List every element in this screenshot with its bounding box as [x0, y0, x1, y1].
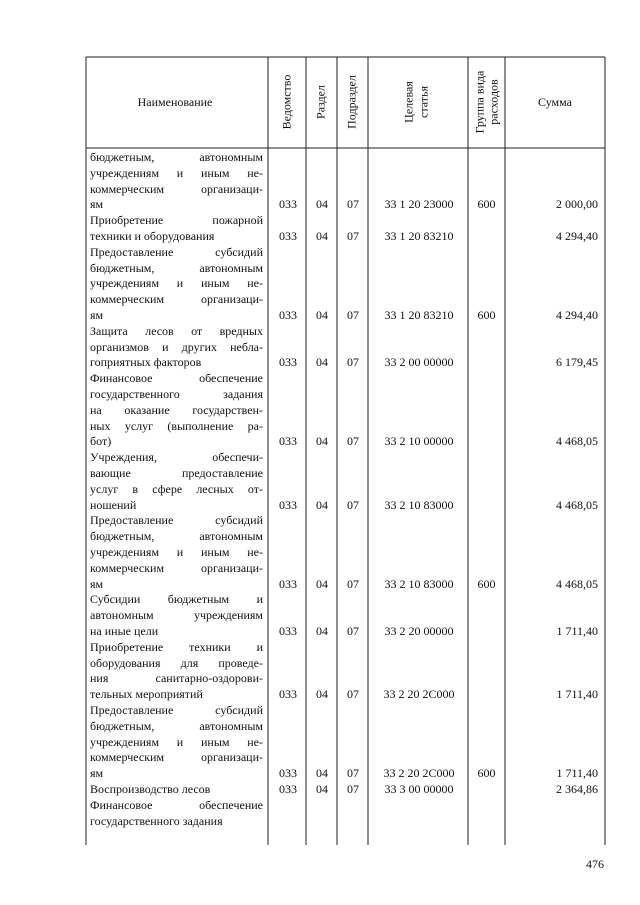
table-row	[0, 782, 640, 798]
table-row	[0, 213, 640, 245]
row-razdel: 04	[316, 576, 328, 591]
row-vedomstvo: 033	[279, 434, 297, 449]
row-name	[90, 640, 263, 703]
row-vedomstvo: 033	[279, 307, 297, 322]
row-name-line: бюджетным, автономным	[90, 718, 263, 733]
row-name-line: Предоставление субсидий	[90, 703, 263, 717]
row-name-line: тельных мероприятий	[90, 687, 203, 702]
table-row	[0, 150, 640, 213]
header-vedomstvo: Ведомство	[279, 74, 294, 130]
row-name	[90, 324, 263, 371]
row-name-line: ношений	[90, 497, 137, 512]
row-razdel: 04	[316, 434, 328, 449]
row-podrazdel: 07	[347, 197, 359, 212]
header-summa: Сумма	[538, 95, 572, 109]
row-razdel: 04	[316, 782, 328, 796]
row-razdel: 04	[316, 687, 328, 702]
header-podrazdel: Подраздел	[344, 75, 359, 129]
row-vedomstvo: 033	[279, 576, 297, 591]
row-name	[90, 213, 263, 245]
row-tselevaya-statya: 33 1 20 83210	[384, 307, 454, 322]
row-name-line: Субсидии бюджетным и	[90, 592, 263, 607]
row-tselevaya-statya: 33 2 20 2С000	[383, 687, 455, 702]
row-gruppa-rashodov: 600	[477, 576, 496, 591]
row-podrazdel: 07	[347, 687, 359, 702]
row-name-line: ям	[90, 766, 104, 781]
row-vedomstvo: 033	[279, 497, 297, 512]
row-summa: 4 294,40	[556, 307, 598, 322]
row-name-line: коммерческим организаци-	[90, 750, 263, 765]
row-podrazdel: 07	[347, 623, 359, 638]
row-name-line: ния санитарно-оздорови-	[90, 671, 263, 686]
header-gruppa-line2: расходов	[486, 79, 501, 125]
table-row	[0, 513, 640, 592]
table-row	[0, 450, 640, 513]
row-name-line: бюджетным, автономным	[90, 150, 263, 164]
row-razdel: 04	[316, 766, 328, 781]
row-name-line: бот)	[90, 434, 112, 449]
table-row	[0, 592, 640, 639]
row-podrazdel: 07	[347, 228, 359, 243]
row-razdel: 04	[316, 497, 328, 512]
table-row	[0, 324, 640, 371]
row-vedomstvo: 033	[279, 782, 297, 796]
row-summa: 1 711,40	[556, 766, 598, 781]
row-podrazdel: 07	[347, 497, 359, 512]
row-gruppa-rashodov: 600	[477, 197, 496, 212]
row-name	[90, 245, 263, 324]
row-name-line: учреждениям и иным не-	[90, 734, 263, 749]
table-row	[0, 798, 640, 830]
row-name	[90, 592, 263, 639]
row-podrazdel: 07	[347, 782, 359, 796]
row-name-line: автономным учреждениям	[90, 608, 263, 623]
row-tselevaya-statya: 33 1 20 83210	[384, 228, 454, 243]
row-name-line: учреждениям и иным не-	[90, 276, 263, 291]
table-row	[0, 640, 640, 703]
row-name-line: ных услуг (выполнение ра-	[90, 418, 263, 433]
row-razdel: 04	[316, 355, 328, 370]
row-name	[90, 782, 263, 798]
row-name-line: бюджетным, автономным	[90, 260, 263, 275]
row-name	[90, 450, 263, 513]
row-name-line: техники и оборудования	[90, 228, 215, 243]
row-summa: 4 294,40	[556, 228, 598, 243]
row-name-line: Воспроизводство лесов	[90, 782, 211, 796]
row-summa: 6 179,45	[556, 355, 598, 370]
row-podrazdel: 07	[347, 766, 359, 781]
row-name-line: учреждениям и иным не-	[90, 544, 263, 559]
row-name	[90, 798, 263, 830]
row-name-line: оборудования для проведе-	[90, 655, 263, 670]
row-name-line: учреждениям и иным не-	[90, 165, 263, 180]
row-tselevaya-statya: 33 1 20 23000	[384, 197, 454, 212]
row-name-line: гоприятных факторов	[90, 355, 202, 370]
row-vedomstvo: 033	[279, 766, 297, 781]
row-name	[90, 513, 263, 592]
row-razdel: 04	[316, 197, 328, 212]
row-summa: 1 711,40	[556, 623, 598, 638]
row-razdel: 04	[316, 228, 328, 243]
row-name-line: коммерческим организаци-	[90, 560, 263, 575]
row-tselevaya-statya: 33 2 20 00000	[384, 623, 454, 638]
row-name-line: Защита лесов от вредных	[90, 323, 263, 338]
row-name-line: коммерческим организаци-	[90, 292, 263, 307]
row-name-line: на оказание государствен-	[90, 402, 263, 417]
row-name-line: Финансовое обеспечение	[90, 371, 263, 386]
row-tselevaya-statya: 33 2 10 83000	[384, 497, 454, 512]
row-gruppa-rashodov: 600	[477, 307, 496, 322]
row-vedomstvo: 033	[279, 687, 297, 702]
row-summa: 4 468,05	[556, 434, 598, 449]
row-name-line: Предоставление субсидий	[90, 513, 263, 528]
row-summa: 1 711,40	[556, 687, 598, 702]
row-name-line: Приобретение пожарной	[90, 213, 263, 228]
row-name-line: Финансовое обеспечение	[90, 797, 263, 812]
row-vedomstvo: 033	[279, 228, 297, 243]
row-tselevaya-statya: 33 2 00 00000	[384, 355, 454, 370]
row-podrazdel: 07	[347, 576, 359, 591]
row-name-line: Предоставление субсидий	[90, 244, 263, 259]
row-razdel: 04	[316, 623, 328, 638]
header-razdel: Раздел	[313, 85, 328, 119]
row-summa: 2 364,86	[556, 782, 598, 796]
row-vedomstvo: 033	[279, 623, 297, 638]
row-name-line: коммерческим организаци-	[90, 181, 263, 196]
row-name-line: вающие предоставление	[90, 465, 263, 480]
row-tselevaya-statya: 33 2 20 2С000	[383, 766, 455, 781]
header-gruppa-line1: Группа вида	[472, 70, 487, 134]
row-name-line: ям	[90, 576, 104, 591]
row-vedomstvo: 033	[279, 355, 297, 370]
row-name-line: услуг в сфере лесных от-	[90, 481, 263, 496]
page-number: 476	[586, 857, 604, 871]
row-podrazdel: 07	[347, 434, 359, 449]
row-podrazdel: 07	[347, 307, 359, 322]
table-row	[0, 703, 640, 782]
row-name-line: на иные цели	[90, 623, 159, 638]
row-name-line: Приобретение техники и	[90, 639, 263, 654]
row-name-line: Учреждения, обеспечи-	[90, 450, 263, 465]
row-gruppa-rashodov: 600	[477, 766, 496, 781]
row-summa: 2 000,00	[556, 197, 598, 212]
row-summa: 4 468,05	[556, 497, 598, 512]
row-name-line: ям	[90, 197, 104, 212]
row-summa: 4 468,05	[556, 576, 598, 591]
row-name-line: бюджетным, автономным	[90, 529, 263, 544]
row-name	[90, 150, 263, 213]
row-tselevaya-statya: 33 3 00 00000	[384, 782, 454, 796]
row-name-line: ям	[90, 307, 104, 322]
header-name: Наименование	[137, 95, 213, 109]
header-tselevaya-line2: статья	[416, 86, 431, 118]
row-podrazdel: 07	[347, 355, 359, 370]
row-name	[90, 371, 263, 450]
row-vedomstvo: 033	[279, 197, 297, 212]
row-tselevaya-statya: 33 2 10 00000	[384, 434, 454, 449]
row-razdel: 04	[316, 307, 328, 322]
row-name-line: государственного задания	[90, 813, 223, 828]
table-row	[0, 245, 640, 324]
row-name-line: организмов и других небла-	[90, 339, 263, 354]
header-tselevaya-line1: Целевая	[401, 81, 416, 123]
row-name-line: государственного задания	[90, 386, 263, 401]
row-tselevaya-statya: 33 2 10 83000	[384, 576, 454, 591]
table-row	[0, 371, 640, 450]
row-name	[90, 703, 263, 782]
